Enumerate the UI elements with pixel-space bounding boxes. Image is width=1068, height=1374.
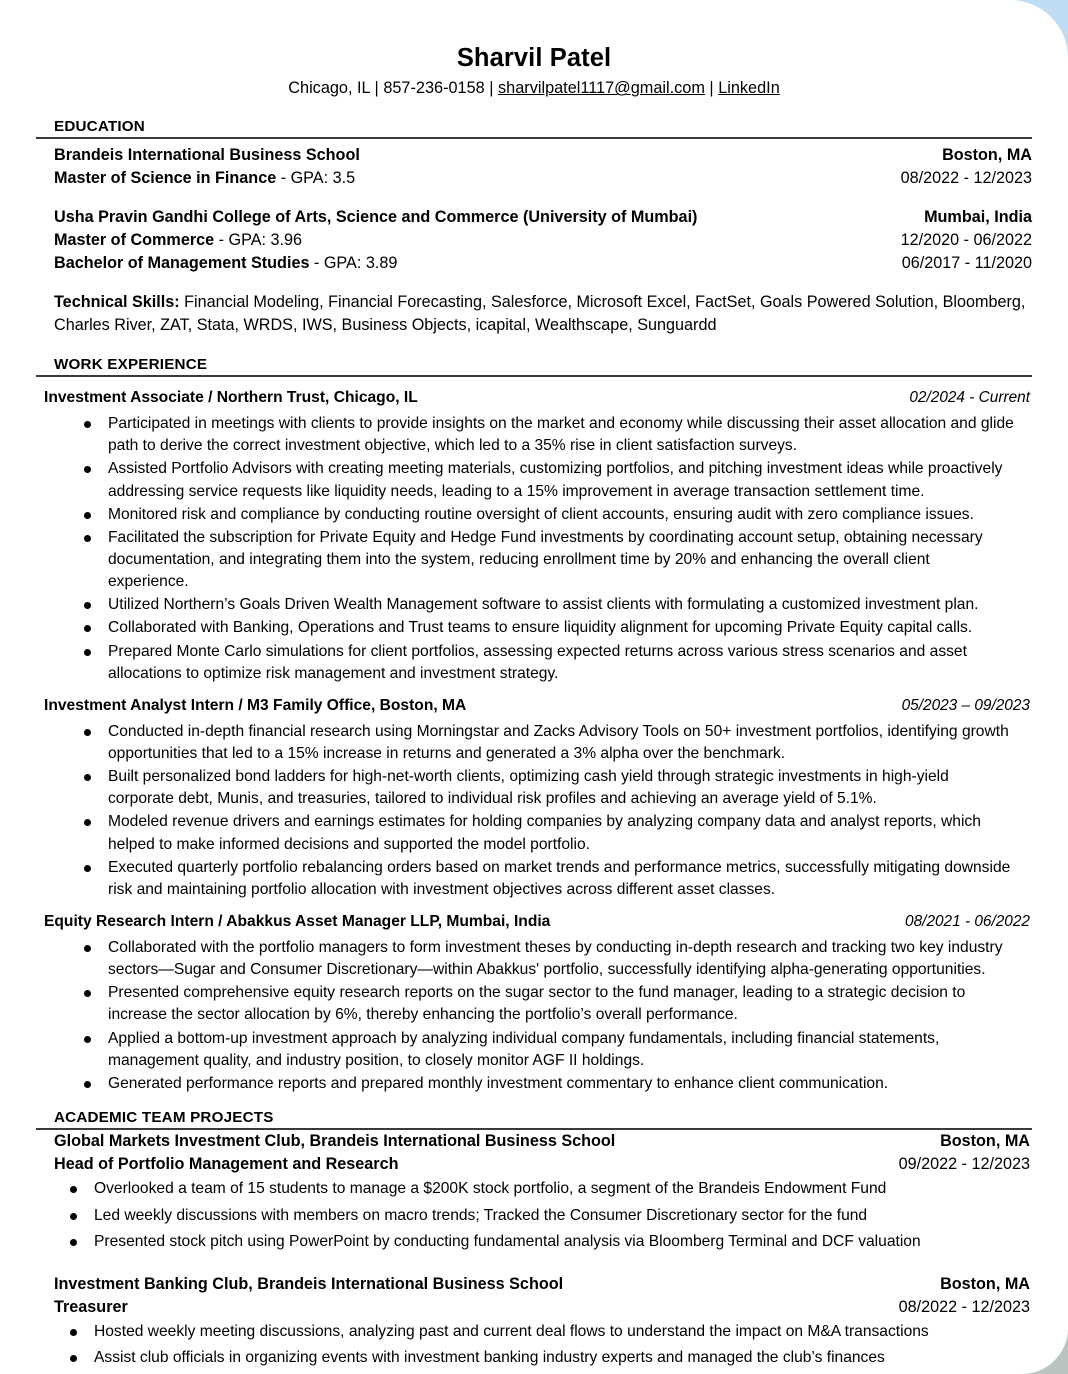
contact-location: Chicago, IL (288, 79, 371, 98)
project-role: Treasurer (54, 1297, 128, 1316)
section-academic-team-projects (36, 1109, 1032, 1369)
project-dates: 09/2022 - 12/2023 (898, 1155, 1030, 1174)
project-org-row (54, 1273, 1032, 1296)
education-school: Brandeis International Business School (54, 146, 360, 165)
contact-line (36, 79, 1032, 99)
job-dates: 05/2023 – 09/2023 (901, 696, 1030, 714)
section-title-education: EDUCATION (54, 117, 145, 135)
section-work-experience (36, 356, 1032, 1095)
job-dates: 08/2021 - 06/2022 (905, 912, 1030, 930)
job-entry (36, 697, 1032, 901)
education-degree: Bachelor of Management Studies (54, 254, 310, 273)
project-entry (36, 1273, 1032, 1319)
education-degree: Master of Commerce (54, 231, 215, 250)
bullet-item: Collaborated with the portfolio managers to form investment theses by conducting in-depth research and tracking two key industry sectors—Sugar and Consumer Discretionary—within Abakkus' portfolio, successfully identifying alpha-generating opportunities. (36, 937, 1032, 981)
bullet-item: Presented stock pitch using PowerPoint by conducting fundamental analysis via Bloomberg Terminal and DCF valuation (36, 1231, 1032, 1253)
project-entry (36, 1130, 1032, 1176)
education-school-row (54, 144, 1032, 167)
education-dates: 06/2017 - 11/2020 (901, 254, 1032, 273)
bullet-item: Overlooked a team of 15 students to manage a $200K stock portfolio, a segment of the Brandeis Endowment Fund (36, 1178, 1032, 1200)
job-bullet-list (36, 413, 1032, 685)
bullet-item: Utilized Northern’s Goals Driven Wealth Management software to assist clients with formulating a customized investment plan. (36, 594, 1032, 616)
section-title-academic-team-projects: ACADEMIC TEAM PROJECTS (54, 1108, 274, 1126)
bullet-item: Executed quarterly portfolio rebalancing orders based on market trends and performance metrics, successfully mitigating downside risk and maintaining portfolio allocation with investment objectives across different asset classes. (36, 857, 1032, 901)
section-divider (36, 375, 1032, 377)
bullet-item: Assisted Portfolio Advisors with creating meeting materials, customizing portfolios, and pitching investment ideas while proactively addressing service requests like liquidity needs, leading to a 15% improvement in average transaction settlement time. (36, 458, 1032, 502)
job-title: Investment Analyst Intern / M3 Family Office, Boston, MA (44, 696, 467, 714)
bullet-item: Hosted weekly meeting discussions, analyzing past and current deal flows to understand the impact on M&A transactions (36, 1321, 1032, 1343)
project-dates: 08/2022 - 12/2023 (898, 1297, 1030, 1316)
education-location: Mumbai, India (924, 208, 1032, 227)
education-dates: 12/2020 - 06/2022 (900, 231, 1032, 250)
bullet-item: Applied a bottom-up investment approach by analyzing individual company fundamentals, including financial statements, management quality, and industry position, to closely monitor AGF II holdings. (36, 1028, 1032, 1072)
bullet-item: Presented comprehensive equity research reports on the sugar sector to the fund manager, leading to a strategic decision to increase the sector allocation by 6%, thereby enhancing the portfolio’s overall performance. (36, 982, 1032, 1026)
project-bullet-list (36, 1321, 1032, 1369)
section-education (36, 118, 1032, 337)
project-organization: Global Markets Investment Club, Brandeis International Business School (54, 1132, 616, 1151)
technical-skills-value: Financial Modeling, Financial Forecasting, Salesforce, Microsoft Excel, FactSet, Goals Powered Solution, Bloomberg, Charles River, ZAT, Stata, WRDS, IWS, Business Objects, icapital, Wealthscape, Sunguardd (54, 293, 1026, 334)
project-bullet-list (36, 1178, 1032, 1252)
bullet-item: Conducted in-depth financial research using Morningstar and Zacks Advisory Tools on 50+ investment portfolios, identifying growth opportunities that led to a 15% increase in returns and generated a 3% alpha over the benchmark. (36, 721, 1032, 765)
project-role-row (54, 1296, 1032, 1319)
job-header (36, 913, 1032, 931)
education-location: Boston, MA (942, 146, 1032, 165)
bullet-item: Assist club officials in organizing events with investment banking industry experts and managed the club’s finances (36, 1347, 1032, 1369)
contact-separator-1: | (374, 79, 379, 98)
job-title: Equity Research Intern / Abakkus Asset Manager LLP, Mumbai, India (44, 912, 551, 930)
bullet-item: Collaborated with Banking, Operations and Trust teams to ensure liquidity alignment for upcoming Private Equity capital calls. (36, 617, 1032, 639)
bullet-item: Generated performance reports and prepared monthly investment commentary to enhance client communication. (36, 1073, 1032, 1095)
education-school-row (54, 206, 1032, 229)
project-organization: Investment Banking Club, Brandeis International Business School (54, 1274, 564, 1293)
job-dates: 02/2024 - Current (909, 389, 1030, 407)
job-header (36, 697, 1032, 715)
education-entry (36, 144, 1032, 190)
education-degree: Master of Science in Finance (54, 169, 277, 188)
job-bullet-list (36, 721, 1032, 901)
job-entry (36, 389, 1032, 685)
education-gpa: - GPA: 3.89 (309, 254, 398, 273)
education-entry (36, 206, 1032, 275)
contact-separator-2: | (489, 79, 494, 98)
section-title-work-experience: WORK EXPERIENCE (54, 355, 208, 373)
education-degree-row (54, 229, 1032, 252)
education-degree-row (54, 167, 1032, 190)
education-school: Usha Pravin Gandhi College of Arts, Science and Commerce (University of Mumbai) (54, 208, 698, 227)
job-entry (36, 913, 1032, 1095)
technical-skills (36, 291, 1032, 336)
candidate-name: Sharvil Patel (456, 44, 612, 72)
job-header (36, 389, 1032, 407)
education-gpa: - GPA: 3.96 (214, 231, 303, 250)
bullet-item: Participated in meetings with clients to provide insights on the market and economy while discussing their asset allocation and glide path to derive the correct investment objective, which led to a 35% rise in client satisfaction surveys. (36, 413, 1032, 457)
bullet-item: Prepared Monte Carlo simulations for client portfolios, assessing expected returns across various stress scenarios and asset allocations to optimize risk management and investment strategy. (36, 641, 1032, 685)
job-title: Investment Associate / Northern Trust, Chicago, IL (44, 389, 418, 407)
project-org-row (54, 1130, 1032, 1153)
bullet-item: Led weekly discussions with members on macro trends; Tracked the Consumer Discretionary sector for the fund (36, 1205, 1032, 1227)
project-location: Boston, MA (940, 1274, 1030, 1293)
education-gpa: - GPA: 3.5 (276, 169, 356, 188)
bullet-item: Built personalized bond ladders for high-net-worth clients, optimizing cash yield through strategic investments in high-yield corporate debt, Munis, and treasuries, tailored to individual risk profiles and achieving an average yield of 5.1%. (36, 766, 1032, 810)
education-degree-row (54, 252, 1032, 275)
contact-separator-3: | (709, 79, 714, 98)
education-dates: 08/2022 - 12/2023 (900, 169, 1032, 188)
job-bullet-list (36, 937, 1032, 1095)
linkedin-link[interactable]: LinkedIn (718, 79, 780, 98)
project-role: Head of Portfolio Management and Research (54, 1155, 399, 1174)
project-location: Boston, MA (940, 1132, 1030, 1151)
bullet-item: Modeled revenue drivers and earnings estimates for holding companies by analyzing company data and analyst reports, which helped to make informed decisions and supported the model portfolio. (36, 811, 1032, 855)
bullet-item: Facilitated the subscription for Private Equity and Hedge Fund investments by coordinating account setup, obtaining necessary documentation, and integrating them into the system, reducing enrollment time by 20% and enhancing the overall client experience. (36, 527, 1032, 593)
section-divider (36, 137, 1032, 139)
contact-phone: 857-236-0158 (383, 79, 485, 98)
email-link[interactable]: sharvilpatel1117@gmail.com (498, 79, 705, 98)
project-role-row (54, 1153, 1032, 1176)
bullet-item: Monitored risk and compliance by conducting routine oversight of client accounts, ensuring audit with zero compliance issues. (36, 504, 1032, 526)
technical-skills-label: Technical Skills: (54, 293, 180, 312)
